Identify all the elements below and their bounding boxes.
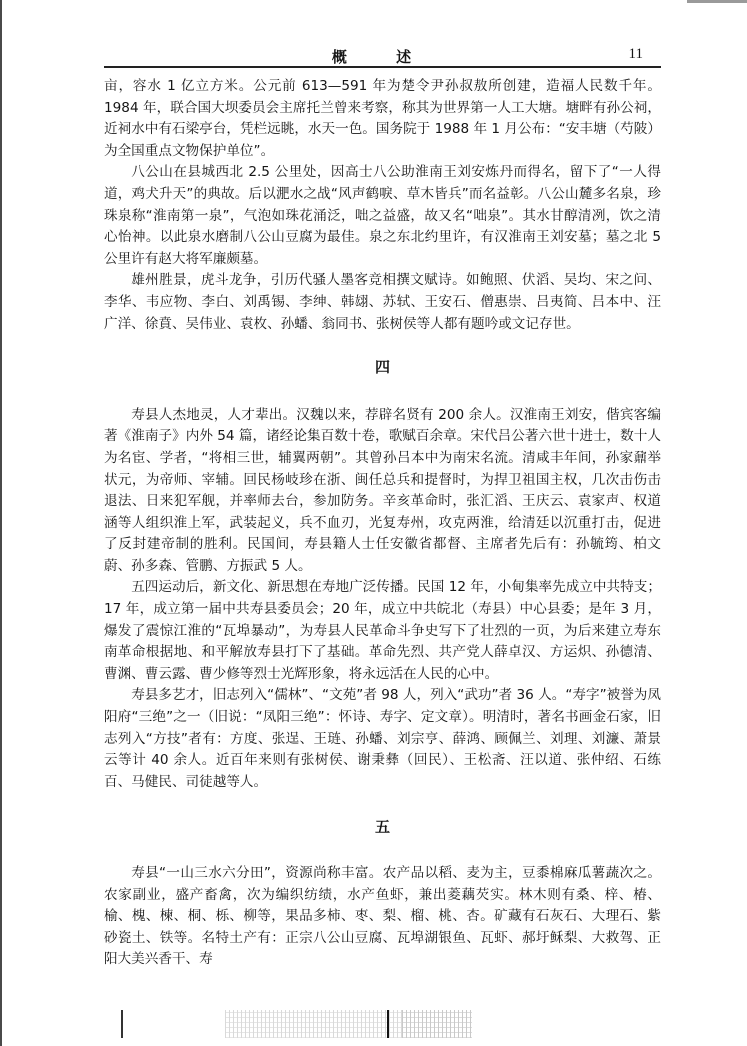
scan-top-mark [687, 0, 747, 3]
section-heading-5: 五 [374, 818, 390, 837]
paragraph-resources: 寿县“一山三水六分田”，资源尚称丰富。农产品以稻、麦为主，豆黍棉麻瓜薯蔬次之。农家副业，盛产畜禽，次为编织纺绩，水产鱼虾，兼出菱藕芡实。林木则有桑、梓、椿、榆、槐、楝、桐、栎、柳等，果品多柿、枣、梨、榴、桃、杏。矿藏有石灰石、大理石、紫砂瓷土、铁等。名特土产有：正宗八公山豆腐、瓦埠湖银鱼、瓦虾、郝圩稣梨、大救驾、正阳大美兴香干、寿 [104, 865, 661, 968]
paragraph-arts: 寿县多艺才，旧志列入“儒林”、“文苑”者 98 人，列入“武功”者 36 人。“寿字”被誉为凤阳府“三绝”之一（旧说：“凤阳三绝”：怀诗、寿字、定文章）。明清时，著名书画金石家，旧志列入“方技”者有：方度、张逞、王琏、孙蟠、刘宗亨、薛鸿、顾佩兰、刘理、刘濂、萧景云等计 40 余人。近百年来则有张树侯、谢秉彝（回民）、王松斋、汪以道、张仲绍、石练百、马健民、司徒越等人。 [104, 687, 661, 790]
scan-artifact [387, 1010, 389, 1038]
paragraph-bagongshan: 八公山在县城西北 2.5 公里处，因高士八公助淮南王刘安炼丹而得名，留下了“一人得道，鸡犬升天”的典故。后以淝水之战“风声鹤唳、草木皆兵”而名益彰。八公山麓多名泉，珍珠泉称“淮南第一泉”，气泡如珠花涌泛，咄之益盛，故又名“咄泉”。其水甘醇清冽，饮之清心怡神。以此泉水磨制八公山豆腐为最佳。泉之东北约里许，有汉淮南王刘安墓；墓之北 5 公里许有赵大将军廉颇墓。 [104, 164, 661, 267]
page-number: 11 [628, 46, 643, 62]
scan-artifact [402, 1010, 472, 1038]
scan-left-edge [0, 0, 2, 1046]
running-header [104, 44, 661, 66]
scan-artifact [121, 1010, 123, 1038]
paragraph-may-fourth: 五四运动后，新文化、新思想在寿地广泛传播。民国 12 年，小甸集率先成立中共特支；17 年，成立第一届中共寿县委员会；20 年，成立中共皖北（寿县）中心县委；是年 3 月，爆发了震惊江淮的“瓦埠暴动”，为寿县人民革命斗争史写下了壮烈的一页，为后来建立寿东南革命根据地、和平解放寿县打下了基础。革命先烈、共产党人薛卓汉、方运炽、孙德清、曹渊、曹云露、曹少修等烈士光辉形象，将永远活在人民的心中。 [104, 579, 661, 682]
header-rule [104, 66, 661, 68]
paragraph-anfeng-pond: 亩，容水 1 亿立方米。公元前 613—591 年为楚令尹孙叔敖所创建，造福人民数千年。1984 年，联合国大坝委员会主席托兰曾来考察，称其为世界第一人工大塘。塘畔有孙公祠，近祠水中有石梁亭台，凭栏远眺，水天一色。国务院于 1988 年 1 月公布：“安丰塘（芍陂）为全国重点文物保护单位”。 [104, 78, 661, 159]
scan-artifact [225, 1010, 405, 1038]
section-heading-4: 四 [374, 358, 390, 377]
paragraph-talents: 寿县人杰地灵，人才辈出。汉魏以来，荐辟名贤有 200 余人。汉淮南王刘安，偕宾客编著《淮南子》内外 54 篇，诸经论集百数十卷，歌赋百余章。宋代吕公著六世十进士，数十人为名宦、学者，“将相三世，辅翼两朝”。其曾孙吕本中为南宋名流。清咸丰年间，孙家鼐举状元，为帝师、宰辅。回民杨岐珍在浙、闽任总兵和提督时，为捍卫祖国主权，几次击伤击退法、日来犯军舰，并率师去台，参加防务。辛亥革命时，张汇滔、王庆云、袁家声、权道涵等人组织淮上军，武装起义，兵不血刃，光复寿州，攻克两淮，给清廷以沉重打击，促进了反封建帝制的胜利。民国间，寿县籍人士任安徽省都督、主席者先后有：孙毓筠、柏文蔚、孙多森、管鹏、方振武 5 人。 [104, 406, 661, 574]
paragraph-poets: 雄州胜景，虎斗龙争，引历代骚人墨客竞相撰文赋诗。如鲍照、伏滔、吴均、宋之问、李华、韦应物、李白、刘禹锡、李绅、韩翃、苏轼、王安石、僧惠崇、吕夷简、吕本中、汪广洋、徐賁、吴伟业、袁枚、孙蟠、翁同书、张树侯等人都有题吟或文记存世。 [104, 272, 661, 332]
running-header-title: 概 述 [331, 48, 434, 66]
page-body [104, 76, 661, 971]
